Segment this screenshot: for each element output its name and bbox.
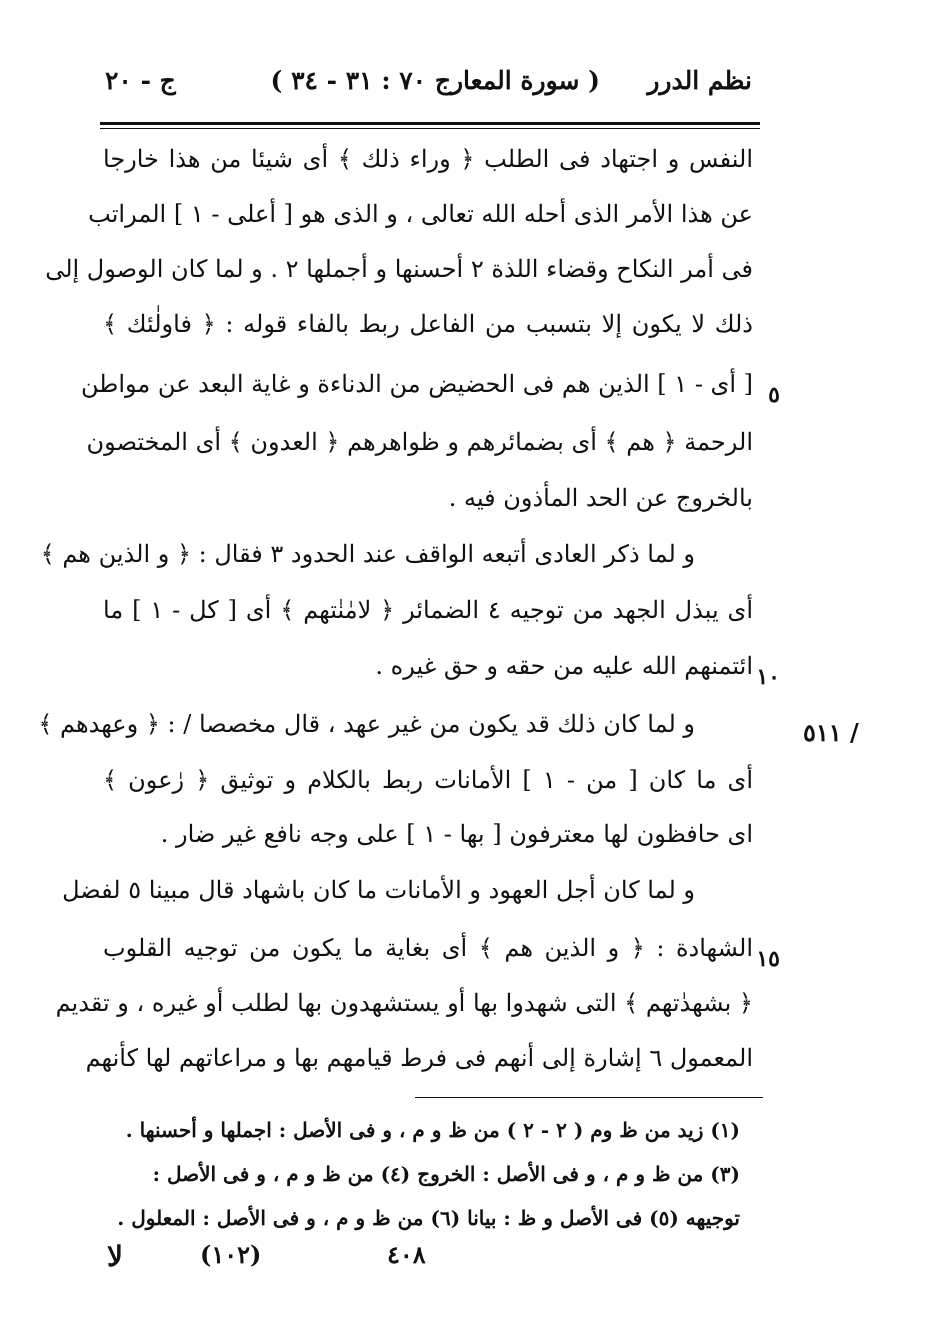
body-line: فى أمر النكاح وقضاء اللذة ٢ أحسنها و أجملها ٢ . و لما كان الوصول إلى — [45, 255, 753, 283]
body-line: [ أى - ١ ] الذين هم فى الحضيض من الدناءة و غاية البعد عن مواطن — [80, 370, 753, 398]
running-title: نظم الدرر — [647, 66, 752, 95]
body-line: أى ما كان [ من - ١ ] الأمانات ربط بالكلام و توثيق ﴿ رٰعون ﴾ — [103, 766, 753, 794]
page-number: ٤٠٨ — [387, 1240, 426, 1269]
body-line: الرحمة ﴿ هم ﴾ أى بضمائرهم و ظواهرهم ﴿ العدون ﴾ أى المختصون — [86, 428, 753, 456]
body-line: اى حافظون لها معترفون [ بها - ١ ] على وجه نافع غير ضار . — [160, 820, 753, 848]
margin-page-reference: / ٥١١ — [803, 718, 859, 747]
body-line: ﴿ بشهدٰتهم ﴾ التى شهدوا بها أو يستشهدون بها لطلب أو غيره ، و تقديم — [55, 989, 753, 1017]
footnote-line: (١) زيد من ظ وم ( ٢ - ٢ ) من ظ و م ، و فى الأصل : اجملها و أحسنها . — [125, 1118, 740, 1142]
body-line: ذلك لا يكون إلا بتسبب من الفاعل ربط بالفاء قوله : ﴿ فاولٰئك ﴾ — [103, 310, 753, 338]
body-line: الشهادة : ﴿ و الذين هم ﴾ أى بغاية ما يكون من توجيه القلوب — [103, 934, 754, 962]
footnote-rule — [415, 1097, 763, 1098]
footnote-line: (٣) من ظ و م ، و فى الأصل : الخروج (٤) من ظ و م ، و فى الأصل : — [152, 1162, 740, 1186]
body-line: و لما كان أجل العهود و الأمانات ما كان باشهاد قال مبينا ٥ لفضل — [62, 876, 695, 904]
part-number: ج - ٢٠ — [105, 66, 176, 95]
body-line: عن هذا الأمر الذى أحله الله تعالى ، و الذى هو [ أعلى - ١ ] المراتب — [88, 200, 753, 228]
body-line: ائتمنهم الله عليه من حقه و حق غيره . — [375, 652, 753, 680]
footnote-line: توجيهه (٥) فى الأصل و ظ : بيانا (٦) من ظ و م ، و فى الأصل : المعلول . — [117, 1206, 740, 1230]
body-line: و لما كان ذلك قد يكون من غير عهد ، قال مخصصا / : ﴿ وعهدهم ﴾ — [38, 710, 695, 738]
header-rule-thick — [100, 122, 760, 125]
body-line: و لما ذكر العادى أتبعه الواقف عند الحدود ٣ فقال : ﴿ و الذين هم ﴾ — [40, 540, 695, 568]
header-rule-thin — [100, 128, 760, 129]
surah-reference: ( سورة المعارج ٧٠ : ٣١ - ٣٤ ) — [270, 66, 600, 95]
body-line: أى يبذل الجهد من توجيه ٤ الضمائر ﴿ لامٰنٰتهم ﴾ أى [ كل - ١ ] ما — [103, 596, 753, 624]
body-line: النفس و اجتهاد فى الطلب ﴿ وراء ذلك ﴾ أى شيئا من هذا خارجا — [103, 145, 753, 173]
line-number-15: ١٥ — [756, 946, 780, 972]
line-number-10: ١٠ — [756, 664, 780, 690]
section-number: (١٠٢) — [200, 1240, 262, 1269]
line-number-5: ٥ — [768, 382, 780, 408]
body-line: المعمول ٦ إشارة إلى أنهم فى فرط قيامهم بها و مراعاتهم لها كأنهم — [85, 1044, 753, 1072]
catchword: لا — [107, 1240, 123, 1273]
body-line: بالخروج عن الحد المأذون فيه . — [448, 484, 753, 512]
